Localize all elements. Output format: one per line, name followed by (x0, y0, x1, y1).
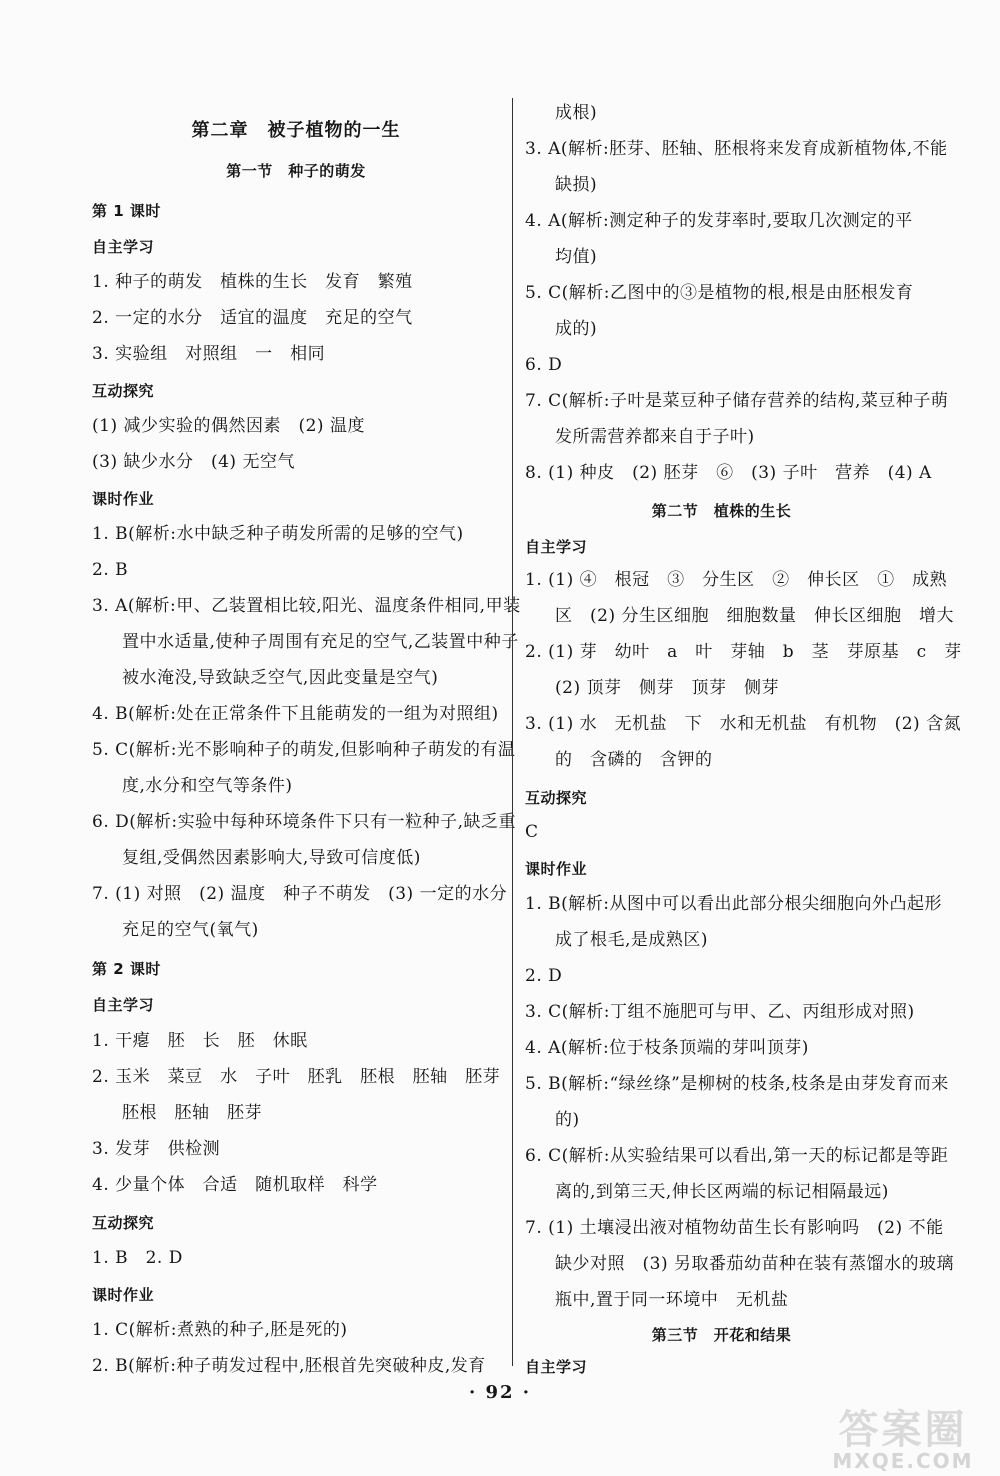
lesson-heading-1: 第 1 课时 (92, 202, 161, 220)
answer-line: 3. 实验组 对照组 一 相同 (92, 344, 326, 364)
answer-line: 均值) (555, 247, 598, 267)
answer-line: 7. (1) 土壤浸出液对植物幼苗生长有影响吗 (2) 不能 (525, 1218, 944, 1238)
lesson-heading-2: 第 2 课时 (92, 960, 161, 978)
answer-line: C (525, 822, 539, 842)
answer-line: 成的) (555, 319, 598, 339)
interactive-inquiry-heading-3: 互动探究 (525, 789, 588, 807)
answer-line: 置中水适量,使种子周围有充足的空气,乙装置中种子 (122, 632, 519, 652)
answer-line: 2. 一定的水分 适宜的温度 充足的空气 (92, 308, 413, 328)
answer-line: 7. C(解析:子叶是菜豆种子储存营养的结构,菜豆种子萌 (525, 391, 949, 411)
answer-line: 被水淹没,导致缺乏空气,因此变量是空气) (122, 668, 439, 688)
watermark-logo (818, 1408, 988, 1474)
homework-heading-1: 课时作业 (92, 490, 155, 508)
answer-line: 2. B(解析:种子萌发过程中,胚根首先突破种皮,发育 (92, 1356, 486, 1376)
answer-line: 3. C(解析:丁组不施肥可与甲、乙、丙组形成对照) (525, 1002, 915, 1022)
answer-line: 8. (1) 种皮 (2) 胚芽 ⑥ (3) 子叶 营养 (4) A (525, 463, 932, 483)
section-title-2: 第二节 植株的生长 (651, 502, 792, 520)
answer-line: 4. B(解析:处在正常条件下且能萌发的一组为对照组) (92, 704, 499, 724)
homework-heading-3: 课时作业 (525, 860, 588, 878)
answer-line: (2) 顶芽 侧芽 顶芽 侧芽 (555, 678, 779, 698)
answer-line: 缺损) (555, 175, 598, 195)
answer-line: 离的,到第三天,伸长区两端的标记相隔最远) (555, 1182, 889, 1202)
answer-line: 2. B (92, 560, 129, 580)
answer-line: 1. (1) ④ 根冠 ③ 分生区 ② 伸长区 ① 成熟 (525, 570, 948, 590)
answer-line: 6. D (525, 355, 563, 375)
answer-line: 区 (2) 分生区细胞 细胞数量 伸长区细胞 增大 (555, 606, 954, 626)
answer-line: 3. (1) 水 无机盐 下 水和无机盐 有机物 (2) 含氮 (525, 714, 962, 734)
watermark-text: 答案圈 (838, 1407, 968, 1453)
answer-line: (1) 减少实验的偶然因素 (2) 温度 (92, 416, 365, 436)
answer-line: 4. 少量个体 合适 随机取样 科学 (92, 1175, 378, 1195)
interactive-inquiry-heading-2: 互动探究 (92, 1214, 155, 1232)
homework-heading-2: 课时作业 (92, 1286, 155, 1304)
answer-line: 胚根 胚轴 胚芽 (122, 1103, 262, 1123)
answer-line: 5. C(解析:光不影响种子的萌发,但影响种子萌发的有温 (92, 740, 516, 760)
answer-line: 的 含磷的 含钾的 (555, 750, 713, 770)
page-number: · 92 · (468, 1382, 532, 1403)
answer-line: 1. B(解析:水中缺乏种子萌发所需的足够的空气) (92, 524, 464, 544)
answer-line: 6. C(解析:从实验结果可以看出,第一天的标记都是等距 (525, 1146, 949, 1166)
answer-line: 2. (1) 芽 幼叶 a 叶 芽轴 b 茎 芽原基 c 芽 (525, 642, 962, 662)
answer-line: 1. 种子的萌发 植株的生长 发育 繁殖 (92, 272, 413, 292)
answer-line: 4. A(解析:位于枝条顶端的芽叫顶芽) (525, 1038, 809, 1058)
self-study-heading-1: 自主学习 (92, 238, 155, 256)
self-study-heading-2: 自主学习 (92, 996, 155, 1014)
answer-line: 3. A(解析:甲、乙装置相比较,阳光、温度条件相同,甲装 (92, 596, 521, 616)
interactive-inquiry-heading-1: 互动探究 (92, 382, 155, 400)
answer-line: 5. B(解析:“绿丝绦”是柳树的枝条,枝条是由芽发育而来 (525, 1074, 949, 1094)
answer-line: 2. D (525, 966, 563, 986)
answer-line: 1. B 2. D (92, 1248, 183, 1268)
answer-line: 缺少对照 (3) 另取番茄幼苗种在装有蒸馏水的玻璃 (555, 1254, 954, 1274)
answer-line: 充足的空气(氧气) (122, 920, 259, 940)
answer-line: 1. B(解析:从图中可以看出此部分根尖细胞向外凸起形 (525, 894, 942, 914)
answer-line: 3. A(解析:胚芽、胚轴、胚根将来发育成新植物体,不能 (525, 139, 948, 159)
chapter-title: 第二章 被子植物的一生 (191, 120, 401, 141)
answer-line: 成根) (555, 103, 598, 123)
answer-line: 成了根毛,是成熟区) (555, 930, 709, 950)
answer-line: 4. A(解析:测定种子的发芽率时,要取几次测定的平 (525, 211, 913, 231)
answer-line: 的) (555, 1110, 580, 1130)
answer-line: 1. C(解析:煮熟的种子,胚是死的) (92, 1320, 348, 1340)
right-column (512, 98, 962, 1376)
answer-line: 5. C(解析:乙图中的③是植物的根,根是由胚根发育 (525, 283, 914, 303)
watermark-url: MXQE.COM (832, 1449, 974, 1473)
answer-line: 6. D(解析:实验中每种环境条件下只有一粒种子,缺乏重 (92, 812, 517, 832)
self-study-heading-3: 自主学习 (525, 538, 588, 556)
answer-line: 度,水分和空气等条件) (122, 776, 293, 796)
answer-line: 7. (1) 对照 (2) 温度 种子不萌发 (3) 一定的水分 (92, 884, 508, 904)
answer-line: 1. 干瘪 胚 长 胚 休眠 (92, 1031, 308, 1051)
answer-line: 2. 玉米 菜豆 水 子叶 胚乳 胚根 胚轴 胚芽 (92, 1067, 501, 1087)
answer-line: 3. 发芽 供检测 (92, 1139, 221, 1159)
section-title-1: 第一节 种子的萌发 (226, 162, 366, 180)
section-title-3: 第三节 开花和结果 (651, 1326, 792, 1344)
self-study-heading-4: 自主学习 (525, 1358, 588, 1376)
answer-line: 复组,受偶然因素影响大,导致可信度低) (122, 848, 421, 868)
answer-line: 发所需营养都来自于子叶) (555, 427, 755, 447)
answer-line: 瓶中,置于同一环境中 无机盐 (555, 1290, 789, 1310)
answer-line: (3) 缺少水分 (4) 无空气 (92, 452, 295, 472)
